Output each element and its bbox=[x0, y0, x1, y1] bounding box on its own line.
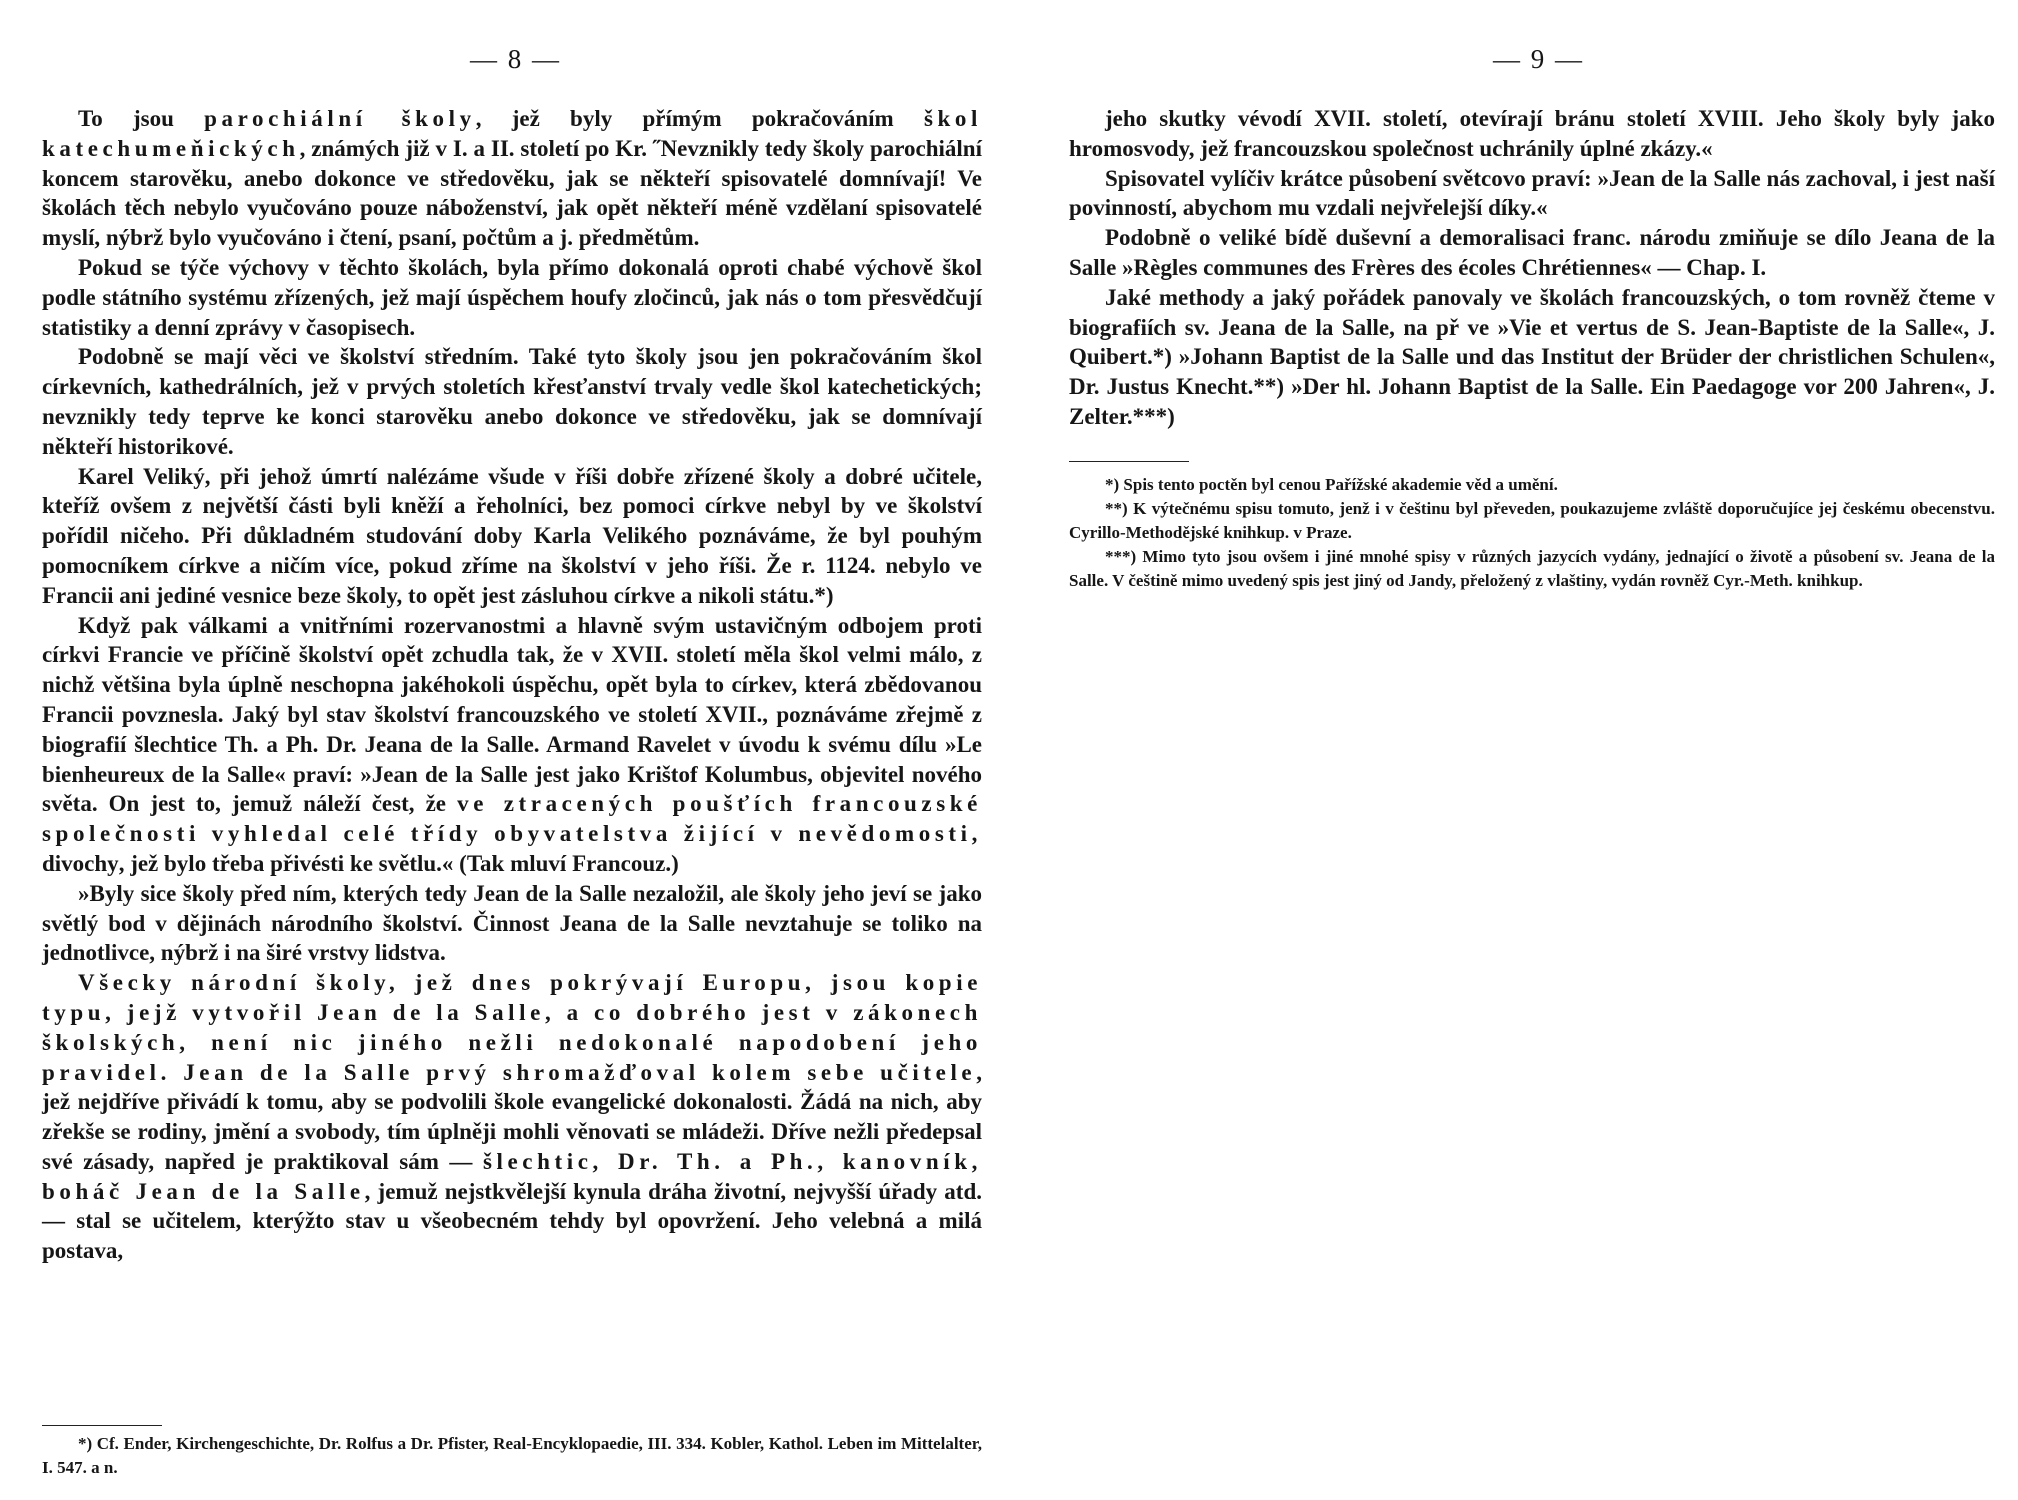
footnote-divider bbox=[1069, 461, 1189, 462]
paragraph bbox=[42, 104, 982, 253]
paragraph bbox=[42, 253, 982, 342]
text-run: To jsou bbox=[78, 106, 205, 131]
paragraph bbox=[42, 342, 982, 461]
text-run: šlechtic, Dr. Th. a Ph., kanovník, boháč Jean de la Salle bbox=[42, 1148, 982, 1204]
text-run: Všecky národní školy, jež dnes pokrývají Europu, jsou kopie typu, jejž vytvořil Jean de la Salle, a co dobrého jest v zákonech školských, není nic jiného nežli nedokonalé napodobení jeho pravidel. Jean de la Salle prvý shromažďoval kolem sebe učitele bbox=[42, 970, 982, 1085]
paragraph bbox=[42, 611, 982, 879]
text-run: divochy bbox=[42, 850, 119, 876]
body-text bbox=[1069, 104, 1995, 432]
paragraph bbox=[1069, 104, 1995, 164]
body-text bbox=[42, 104, 982, 1266]
text-run: , jemuž nejstkvělejší kynula dráha životní, nejvyšší úřady atd. — stal se učitelem, kterýžto stav u všeobecném tehdy byl opovržení. Jeho velebná a milá postava, bbox=[42, 1178, 982, 1264]
text-run: , známých již v I. a II. století po Kr. ˝Nevznikly tedy školy parochiální koncem starověku, anebo dokonce ve středověku, jak se někteří spisovatelé domnívají! Ve školách těch nebylo vyučováno pouze náboženství, jak opět někteří méně vzdělaní spisovatelé myslí, nýbrž bylo vyučováno i čtení, psaní, počtům a j. předmětům. bbox=[42, 135, 982, 251]
footnote: *) Spis tento poctěn byl cenou Pařížské akademie věd a umění. bbox=[1105, 475, 1558, 494]
text-run: Když pak válkami a vnitřními rozervanostmi a hlavně svým ustavičným odbojem proti církvi Francie ve příčině školství opět zchudla tak, že v XVII. století měla škol velmi málo, z nichž většina byla úplně neschopna jakéhokoli úspěchu, opět byla to církev, která zbědovanou Francii povznesla. Jaký byl stav školství francouzského ve století XVII., poznáváme zřejmě z biografií šlechtice Th. a Ph. Dr. Jeana de la Salle. Armand Ravelet v úvodu k svému dílu »Le bienheureux de la Salle« praví: »Jean de la Salle jest jako Krištof Kolumbus, objevitel nového světa. On jest to, jemuž náleží čest, že bbox=[42, 612, 982, 817]
text-run: jeho skutky vévodí XVII. století, otevírají bránu století XVIII. Jeho školy byly jako hromosvody, jež francouzskou společnost uchránily úplné zkázy.« bbox=[1069, 106, 1995, 161]
text-run: Pokud se týče výchovy v těchto školách, byla přímo dokonalá oproti chabé výchově škol podle státního systému zřízených, jež mají úspěchem houfy zločinců, jak nás o tom přesvědčují statistiky a denní zprávy v časopisech. bbox=[42, 254, 982, 340]
paragraph bbox=[1069, 223, 1995, 283]
paragraph bbox=[42, 462, 982, 611]
text-run: , jež byly přímým pokračováním bbox=[475, 106, 924, 131]
page-number: — 8 — bbox=[470, 44, 561, 74]
text-run: , jež nejdříve přivádí k tomu, aby se podvolili škole evangelické dokonalosti. Žádá na nich, aby zřekše se rodiny, jmění a svobody, tím úplněji mohli věnovati se mládeži. Dříve nežli předepsal své zásady, napřed je praktikoval sám — bbox=[42, 1059, 982, 1174]
text-run: Jaké methody a jaký pořádek panovaly ve školách francouzských, o tom rovněž čteme v biografiích sv. Jeana de la Salle, na př ve »Vie et vertus de S. Jean-Baptiste de la Salle«, J. Quibert.*) »Johann Baptist de la Salle und das Institut der Brüder der christlichen Schulen«, Dr. Justus Knecht.**) »Der hl. Johann Baptist de la Salle. Ein Paedagoge vor 200 Jahren«, J. Zelter.***) bbox=[1069, 284, 1995, 429]
footnote-divider bbox=[42, 1425, 162, 1426]
text-run: parochiální školy bbox=[204, 106, 476, 131]
text-run: Karel Veliký, při jehož úmrtí nalézáme všude v říši dobře zřízené školy a dobré učitele, kteříž ovšem z největší části byli kněží a řeholníci, bez pomoci církve nebyl by ve školství pořídil ničeho. Při důkladném studování doby Karla Velikého poznáváme, že byl pouhým pomocníkem církve a ničím více, pokud zříme na školství v jeho říši. Že r. 1124. nebylo ve Francii ani jediné vesnice beze školy, to opět jest zásluhou církve a nikoli státu.*) bbox=[42, 463, 982, 608]
text-run: ve ztracených poušťích francouzské společnosti vyhledal celé třídy obyvatelstva žijící v nevědomosti, bbox=[42, 791, 982, 847]
footnote: ***) Mimo tyto jsou ovšem i jiné mnohé spisy v různých jazycích vydány, jednající o životě a působení sv. Jeana de la Salle. V češtině mimo uvedený spis jest jiný od Jandy, přeložený z vlaštiny, vydán rovněž Cyr.-Meth. knihkup. bbox=[1069, 547, 1995, 590]
text-run: škol katechumeňických bbox=[42, 106, 983, 161]
footnotes bbox=[1069, 473, 1995, 593]
paragraph bbox=[42, 968, 982, 1266]
text-run: Podobně o veliké bídě duševní a demoralisaci franc. národu zmiňuje se dílo Jeana de la Salle »Règles communes des Frères des écoles Chrétiennes« — Chap. I. bbox=[1069, 225, 1995, 280]
paragraph bbox=[42, 879, 982, 968]
footnote: **) K výtečnému spisu tomuto, jenž i v češtinu byl převeden, poukazujeme zvláště doporučujíce jej českému obecenstvu. Cyrillo-Methodějské knihkup. v Praze. bbox=[1069, 499, 1995, 542]
text-run: Podobně se mají věci ve školství středním. Také tyto školy jsou jen pokračováním škol církevních, kathedrálních, jež v prvých stoletích křesťanství trvaly vedle škol katechetických; nevznikly tedy teprve ke konci starověku anebo dokonce ve středověku, jak se domnívají někteří historikové. bbox=[42, 344, 982, 459]
text-run: Spisovatel vylíčiv krátce působení světcovo praví: »Jean de la Salle nás zachoval, i jest naší povinností, abychom mu vzdali nejvřelejší díky.« bbox=[1069, 165, 1995, 221]
paragraph bbox=[1069, 283, 1995, 432]
text-run: , jež bylo třeba přivésti ke světlu.« (Tak mluví Francouz.) bbox=[118, 850, 679, 876]
text-run: »Byly sice školy před ním, kterých tedy Jean de la Salle nezaložil, ale školy jeho jeví se jako světlý bod v dějinách národního školství. Činnost Jeana de la Salle nevztahuje se toliko na jednotlivce, nýbrž i na širé vrstvy lidstva. bbox=[42, 880, 982, 966]
footnotes bbox=[42, 1432, 982, 1480]
paragraph bbox=[1069, 164, 1995, 224]
page-number: — 9 — bbox=[1493, 44, 1584, 74]
right-page bbox=[1009, 0, 2018, 1500]
footnote: *) Cf. Ender, Kirchengeschichte, Dr. Rolfus a Dr. Pfister, Real-Encyklopaedie, III. 334. Kobler, Kathol. Leben im Mittelalter, I. 547. a n. bbox=[42, 1434, 982, 1477]
